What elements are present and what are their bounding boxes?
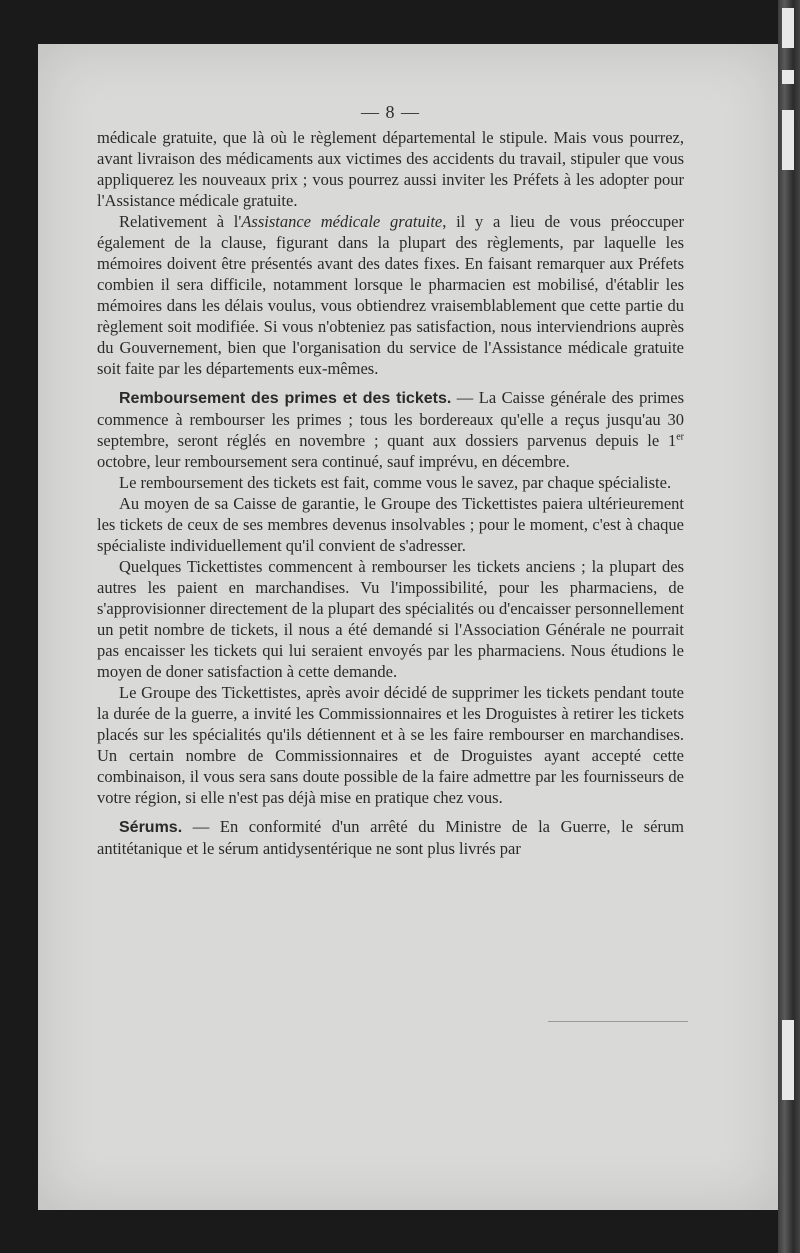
paragraph-1: médicale gratuite, que là où le règlement départemental le stipule. Mais vous pourrez, avant livraison des médicaments aux victimes des accidents du travail, stipuler que vous appliquerez les nouveaux prix ; vous pourrez aussi inviter les Préfets à les adopter pour l'Assistance médicale gratuite.: [97, 128, 684, 210]
superscript-er: er: [676, 431, 684, 443]
paragraph-6: Quelques Tickettistes commencent à rembourser les tickets anciens ; la plupart des autres les paient en marchandises. Vu l'impossibilité, pour les pharmaciens, de s'approvisionner directement de la plupart des spécialités ou d'encaisser personnellement un petit nombre de tickets, il nous a été demandé si l'Association Générale ne pourrait pas encaisser les tickets qui lui seraient envoyés par les pharmaciens. Nous étudions le moyen de doner satisfaction à cette demande.: [97, 557, 684, 681]
paragraph-remboursement: [97, 387, 684, 472]
paragraph-2-italic: Assistance médicale gratuite: [241, 212, 443, 231]
paragraph-3-text-a: — La Caisse générale des primes commence à rembourser les primes ; tous les bordereaux qu'elle a reçus jusqu'au 30 septembre, seront réglés en novembre ; quant aux dossiers parvenus depuis le 1: [97, 388, 685, 450]
heading-remboursement: Remboursement des primes et des tickets.: [119, 390, 452, 407]
book-edge: [778, 0, 800, 1253]
paragraph-2-text: , il y a lieu de vous préoccuper également de la clause, figurant dans la plupart des règlements, par laquelle les mémoires doivent être présentés avant des dates fixes. En faisant remarquer aux Préfets combien il sera difficile, notamment lorsque le pharmacien est mobilisé, d'établir les mémoires dans les délais voulus, vous obtiendrez vraisemblablement que cette partie du règlement soit modifiée. Si vous n'obteniez pas satisfaction, nous interviendrions auprès du Gouvernement, bien que l'organisation du service de l'Assistance médicale gratuite soit faite par les départements eux-mêmes.: [97, 212, 684, 378]
page-number: — 8 —: [361, 102, 420, 122]
paragraph-7: Le Groupe des Tickettistes, après avoir décidé de supprimer les tickets pendant toute la durée de la guerre, a invité les Commissionnaires et les Droguistes à retirer les tickets placés sur les spécialités qu'ils détiennent et à se les faire rembourser en marchandises. Un certain nombre de Commissionnaires et de Droguistes ayant accepté cette combinaison, il vous sera sans doute possible de la faire admettre par les fournisseurs de votre région, si elle n'est pas déjà mise en pratique chez vous.: [97, 683, 684, 807]
paragraph-4: Le remboursement des tickets est fait, comme vous le savez, par chaque spécialiste.: [119, 473, 672, 492]
page-content: [97, 102, 684, 859]
divider-rule: [548, 1021, 688, 1022]
heading-serums: Sérums.: [119, 819, 183, 836]
paragraph-8-text: — En conformité d'un arrêté du Ministre de la Guerre, le sérum antitétanique et le sérum antidysentérique ne sont plus livrés par: [97, 817, 684, 858]
paragraph-2-lead: Relativement à l': [119, 212, 242, 231]
paragraph-serums: [97, 816, 684, 859]
paragraph-5: Au moyen de sa Caisse de garantie, le Groupe des Tickettistes paiera ultérieurement les tickets de ceux de ses membres devenus insolvables ; pour le moment, c'est à chaque spécialiste individuellement qu'il convient de s'adresser.: [97, 494, 684, 555]
paragraph-3-text-b: octobre, leur remboursement sera continué, sauf imprévu, en décembre.: [97, 452, 570, 471]
paragraph-2: [97, 211, 684, 379]
